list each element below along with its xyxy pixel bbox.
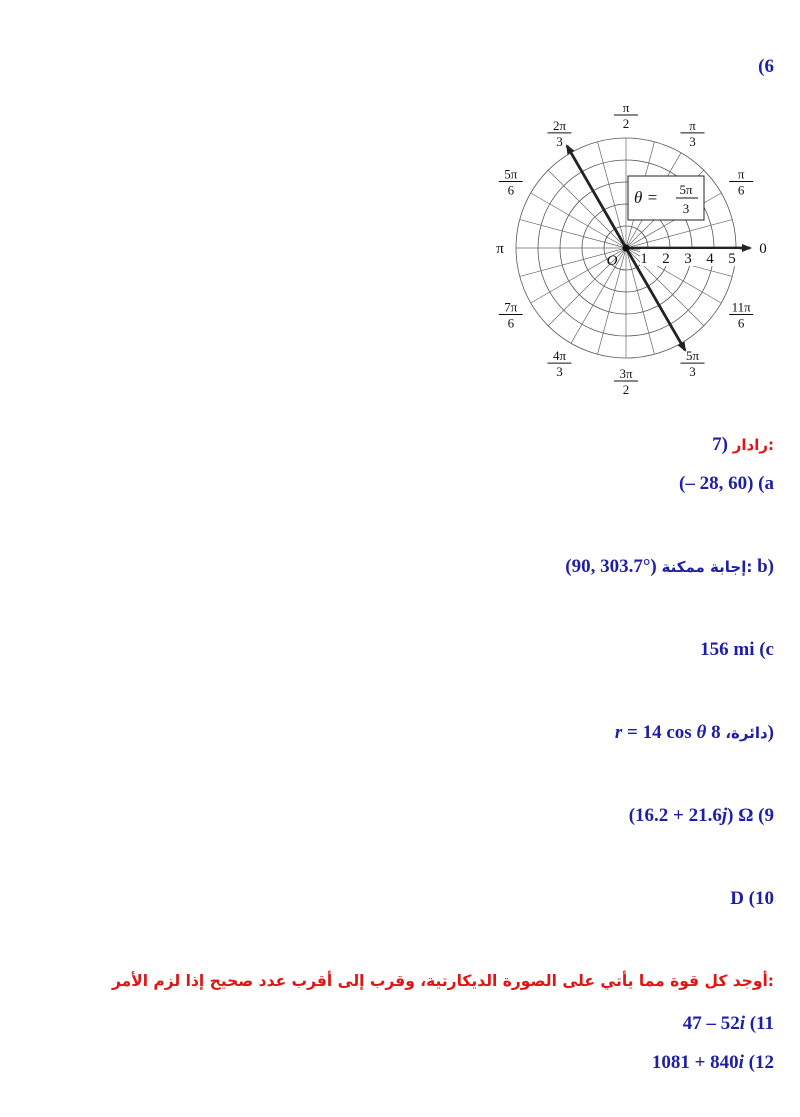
answer-7b	[565, 556, 774, 578]
instruction-text: أوجد كل قوة مما يأتي على الصورة الديكارتية، وقرب إلى أقرب عدد صحيح إذا لزم الأمر:	[111, 972, 774, 990]
question-7-radar-label: رادار:	[732, 436, 774, 454]
angle-label-den: 2	[622, 382, 630, 397]
angle-label-num: 4π	[552, 348, 567, 364]
angle-label-den: 3	[689, 364, 696, 380]
answer-11-pre: 47 – 52	[682, 1013, 740, 1034]
theta-num: 5π	[679, 182, 693, 197]
origin-point	[623, 245, 630, 252]
radial-tick-label: 4	[706, 251, 714, 267]
answer-9-post: ) Ω (9	[727, 805, 774, 826]
answer-9	[629, 805, 774, 827]
answer-8	[615, 722, 774, 744]
answer-11	[683, 1013, 774, 1035]
grid-ray	[571, 248, 626, 343]
answer-7b-value: (90, 303.7°)	[565, 556, 657, 577]
angle-label-num: 7π	[504, 299, 518, 315]
answer-8-number: 8)	[711, 722, 774, 743]
angle-label-num: 5π	[504, 166, 518, 182]
answer-11-i: i	[739, 1013, 745, 1034]
polar-graph	[490, 88, 780, 408]
answer-9-pre: (16.2 + 21.6	[628, 805, 722, 826]
angle-label-num: π	[689, 117, 696, 133]
angle-label-den: 3	[689, 133, 696, 149]
answer-8-r: r	[614, 722, 623, 743]
angle-label-den: 6	[737, 182, 745, 198]
angle-label-den: 6	[737, 315, 745, 331]
polar-grid	[516, 138, 750, 358]
answer-7a: (– 28, 60) (a	[679, 473, 774, 494]
angle-label-den: 6	[507, 182, 515, 198]
answer-9-j: j	[721, 805, 728, 826]
grid-ray	[598, 142, 626, 248]
answer-7c: 156 mi (c	[700, 639, 774, 660]
radial-tick-label: 2	[662, 251, 670, 267]
angle-label-den: 6	[507, 315, 515, 331]
angle-label-num: 5π	[685, 348, 700, 364]
angle-label-num: π	[737, 166, 745, 182]
answer-11-post: (11	[744, 1013, 774, 1034]
angle-label: π	[496, 241, 504, 257]
angle-label-den: 3	[556, 133, 563, 149]
radial-tick-label: 5	[728, 251, 736, 267]
angle-label-num: 3π	[619, 366, 633, 381]
answer-8-theta: θ	[696, 722, 707, 743]
question-7-title	[712, 434, 774, 456]
grid-ray	[626, 220, 732, 248]
radial-tick-label: 1	[640, 251, 648, 267]
angle-label: 0	[759, 241, 767, 257]
theta-lhs: θ =	[634, 188, 659, 207]
answer-10: D (10	[730, 888, 774, 909]
answer-8-label: دائرة،	[725, 724, 768, 742]
origin-label: O	[606, 253, 618, 269]
question-6-number: (6	[758, 56, 774, 77]
angle-label-num: 11π	[731, 299, 751, 315]
grid-ray	[520, 220, 626, 248]
angle-label-den: 3	[556, 364, 563, 380]
angle-label-num: 2π	[552, 117, 567, 133]
answer-12-pre: 1081 + 840	[651, 1052, 739, 1073]
question-7-number: 7)	[712, 434, 728, 455]
radial-tick-label: 3	[684, 251, 692, 267]
answer-12-post: (12	[743, 1052, 774, 1073]
vector-arrow	[567, 146, 626, 248]
theta-den: 3	[682, 201, 690, 216]
answer-7b-label: إجابة ممكنة:	[661, 558, 753, 576]
answer-12	[652, 1052, 774, 1074]
answer-8-eq: = 14 cos	[622, 722, 697, 743]
angle-label-den: 2	[622, 116, 630, 131]
answer-7b-prefix: b)	[757, 556, 774, 577]
angle-label-num: π	[622, 100, 630, 115]
answer-12-i: i	[738, 1052, 744, 1073]
